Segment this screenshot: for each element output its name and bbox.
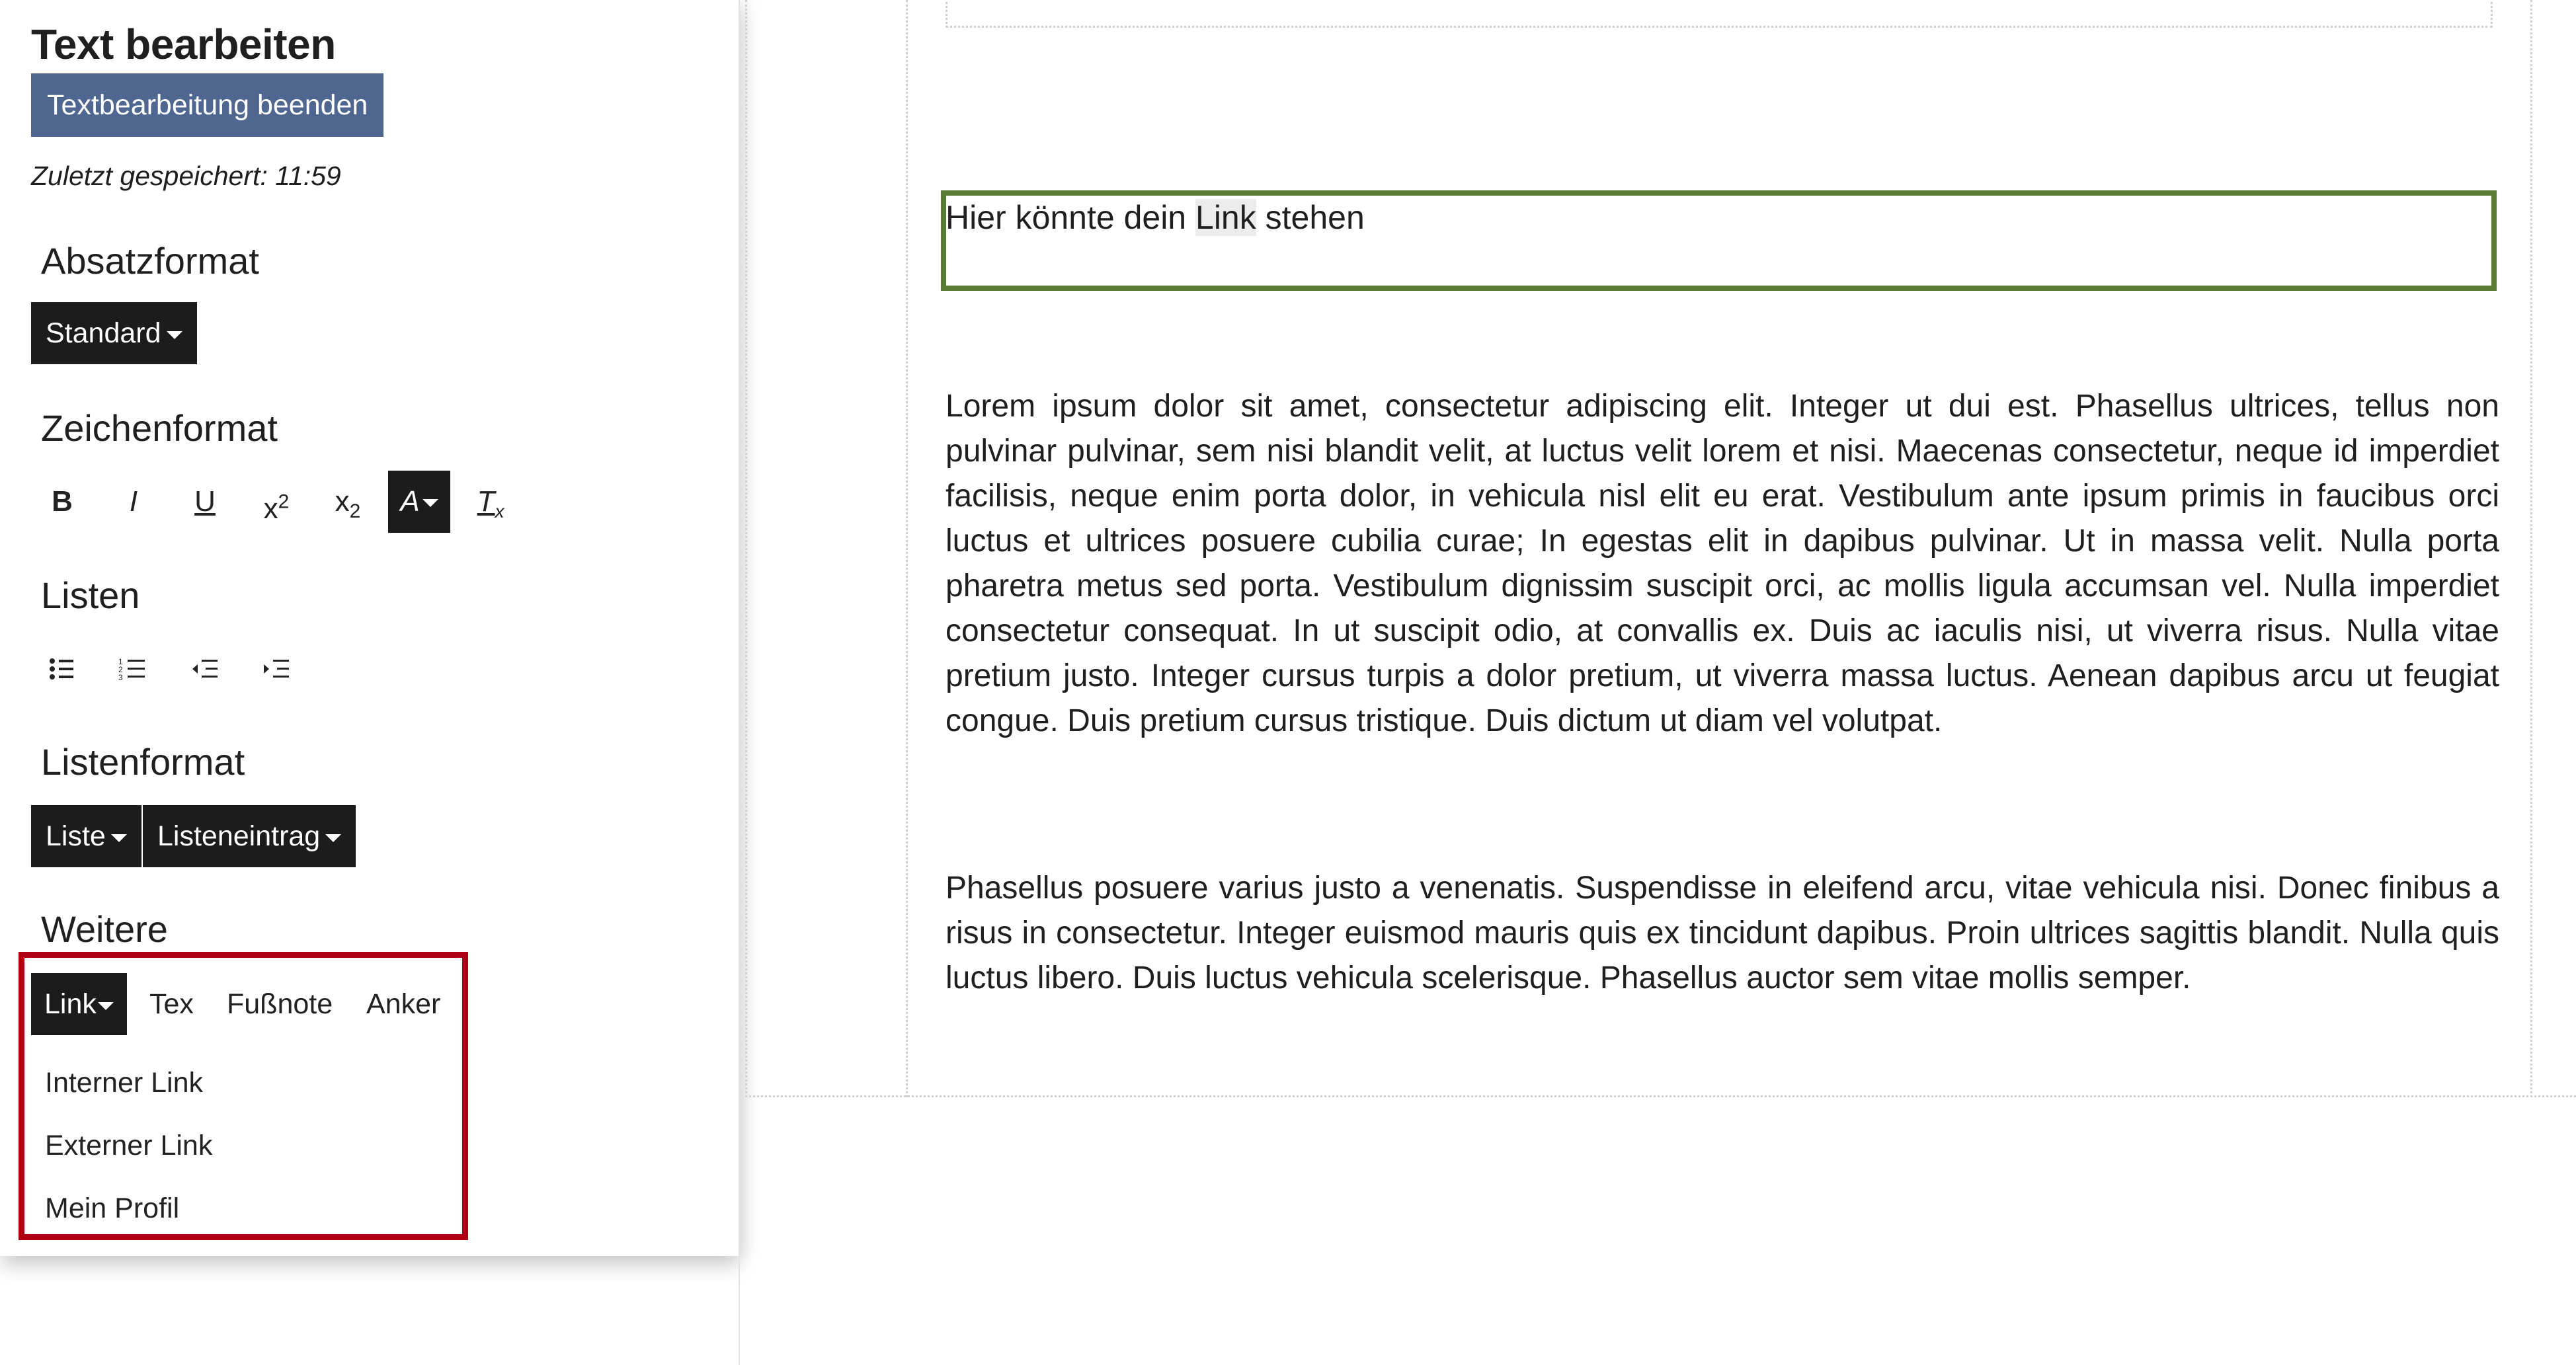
list-dropdown[interactable] — [31, 805, 141, 867]
numbered-list-button[interactable] — [102, 638, 165, 700]
panel-title: Text bearbeiten — [31, 20, 336, 68]
paragraph-2[interactable]: Phasellus posuere varius justo a venenatis. Suspendisse in eleifend arcu, vitae vehicula nisi. Donec finibus a risus in consectetur. Integer euismod mauris quis ex tincidunt dapibus. Proin ultrices sagittis blandit. Nulla quis luctus libero. Duis luctus vehicula scelerisque. Phasellus auctor sem vitae mollis semper. — [946, 871, 2499, 995]
active-block-text[interactable] — [946, 198, 1365, 237]
paragraph-format-value: Standard — [46, 317, 161, 349]
indent-button[interactable] — [245, 638, 307, 700]
chevron-down-icon — [325, 834, 341, 842]
clear-format-button[interactable] — [460, 471, 522, 533]
bold-button[interactable] — [31, 471, 93, 533]
subscript-icon: $x_2$ — [335, 485, 361, 522]
svg-text:1: 1 — [118, 657, 123, 666]
svg-text:3: 3 — [118, 673, 123, 682]
text-color-button[interactable] — [388, 471, 450, 533]
bullet-list-button[interactable] — [31, 638, 93, 700]
indent-icon — [245, 638, 307, 700]
lists-heading: Listen — [41, 574, 140, 616]
more-heading: Weitere — [41, 908, 168, 950]
character-format-heading: Zeichenformat — [41, 407, 278, 449]
link-menu-highlight — [19, 952, 468, 1240]
menu-item-internal-link[interactable]: Interner Link — [45, 1067, 204, 1099]
link-dropdown-label: Link — [44, 988, 97, 1020]
edit-panel — [0, 0, 739, 1256]
subscript-button[interactable] — [317, 471, 379, 533]
footnote-button[interactable]: Fußnote — [227, 988, 333, 1020]
superscript-button[interactable] — [245, 471, 307, 533]
svg-text:2: 2 — [118, 665, 123, 674]
chevron-down-icon — [111, 834, 127, 842]
finish-editing-button[interactable]: Textbearbeitung beenden — [31, 73, 383, 137]
previous-block[interactable] — [946, 0, 2493, 28]
paragraph-format-dropdown[interactable] — [31, 302, 197, 364]
anchor-button[interactable]: Anker — [366, 988, 441, 1020]
bullet-list-icon — [31, 638, 93, 700]
list-item-dropdown-label: Listeneintrag — [157, 820, 321, 852]
paragraph-format-heading: Absatzformat — [41, 240, 259, 282]
active-text-after: stehen — [1256, 199, 1365, 236]
superscript-icon: $x^2$ — [263, 490, 290, 525]
paragraph-1[interactable]: Lorem ipsum dolor sit amet, consectetur adipiscing elit. Integer ut dui est. Phasellus ultrices, tellus non pulvinar pulvinar, sem nisi blandit velit, at luctus velit lorem et nisi. Maecenas consectetur, neque id imperdiet facilisis, neque enim porta dolor, in vehicula nisl elit eu erat. Vestibulum ante ipsum primis in faucibus orci luctus et ultrices posuere cubilia curae; In egestas elit in dapibus pulvinar. Ut in massa velit. Nulla porta pharetra metus sed porta. Vestibulum dignissim suscipit orci, ac mollis ligula accumsan vel. Nulla imperdiet consectetur consequat. In ut suscipit odio, at convallis ex. Duis ac iaculis nisi, ut viverra risus. Nulla vitae pretium justo. Integer cursus turpis a dolor pretium, ut viverra massa luctus. Aenean dapibus arcu ut feugiat congue. Duis pretium cursus tristique. Duis dictum ut diam vel volutpat. — [946, 389, 2499, 738]
menu-item-external-link[interactable]: Externer Link — [45, 1130, 213, 1161]
clear-format-icon: $T_x$ — [477, 485, 504, 522]
outdent-button[interactable] — [174, 638, 236, 700]
bold-icon: B — [52, 485, 73, 518]
underline-button[interactable] — [174, 471, 236, 533]
menu-item-my-profile[interactable]: Mein Profil — [45, 1192, 180, 1224]
inline-link[interactable]: Link — [1195, 199, 1256, 236]
saved-status: Zuletzt gespeichert: 11:59 — [31, 161, 341, 191]
italic-icon: I — [129, 485, 138, 518]
outdent-icon — [174, 638, 236, 700]
text-color-icon: A — [400, 485, 420, 518]
chevron-down-icon — [423, 499, 438, 507]
numbered-list-icon — [102, 638, 165, 700]
tex-button[interactable]: Tex — [149, 988, 194, 1020]
list-format-heading: Listenformat — [41, 741, 245, 783]
italic-button[interactable] — [102, 471, 165, 533]
active-text-before: Hier könnte dein — [946, 199, 1196, 236]
underline-icon: U — [194, 485, 216, 518]
list-item-dropdown[interactable] — [143, 805, 356, 867]
panel-divider — [739, 0, 740, 1365]
list-dropdown-label: Liste — [46, 820, 106, 852]
chevron-down-icon — [167, 331, 182, 339]
